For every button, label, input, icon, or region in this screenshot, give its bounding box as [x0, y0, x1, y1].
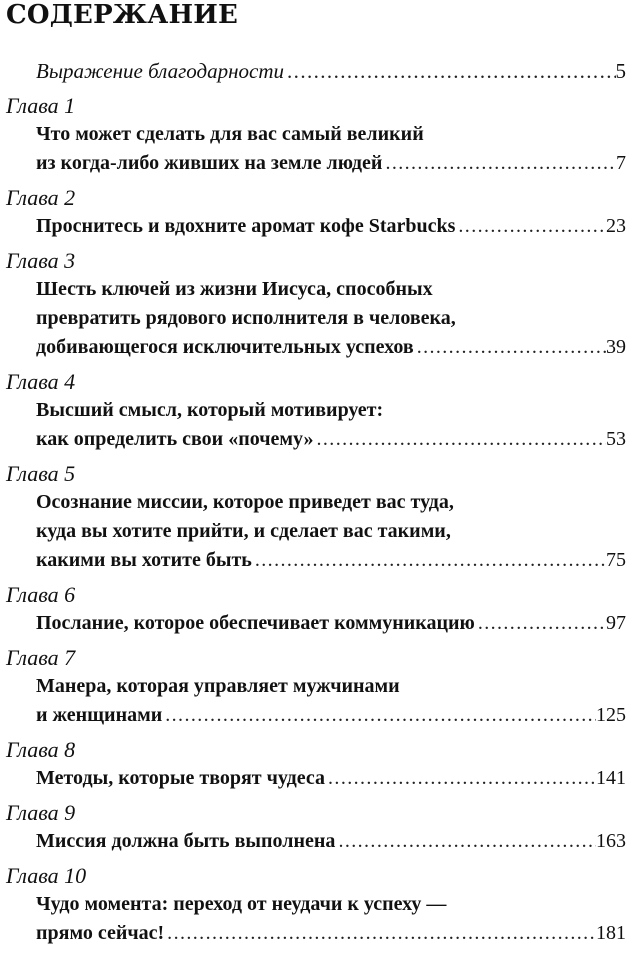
toc-entry-title: Выражение благодарности	[36, 59, 285, 83]
chapter-title-line: Что может сделать для вас самый великий	[36, 123, 424, 145]
chapter-label: Глава 3	[6, 248, 76, 273]
chapter-label: Глава 9	[6, 800, 76, 825]
toc-entry-chapter-7[interactable]	[0, 643, 632, 730]
chapter-title-line: Методы, которые творят чудеса	[36, 767, 326, 789]
chapter-label: Глава 5	[6, 461, 76, 486]
page-number: 23	[606, 215, 626, 237]
chapter-title-line: Осознание миссии, которое приведет вас туда,	[36, 491, 454, 513]
page-title: СОДЕРЖАНИЕ	[6, 0, 239, 30]
toc-entry-chapter-10[interactable]	[0, 861, 632, 948]
toc-line	[0, 609, 632, 638]
toc-entry-chapter-2[interactable]	[0, 183, 632, 241]
chapter-title-line: как определить свои «почему»	[36, 428, 314, 450]
page-number: 181	[596, 922, 626, 944]
chapter-title-line: Послание, которое обеспечивает коммуникацию	[36, 612, 475, 634]
chapter-label: Глава 1	[6, 93, 76, 118]
toc-line	[0, 333, 632, 362]
table-of-contents	[0, 57, 632, 953]
chapter-title-line: Миссия должна быть выполнена	[36, 830, 336, 852]
toc-line	[0, 672, 632, 701]
page-number: 39	[606, 336, 626, 358]
toc-line	[0, 919, 632, 948]
toc-entry-chapter-9[interactable]	[0, 798, 632, 856]
chapter-label: Глава 10	[6, 863, 87, 888]
toc-entry-chapter-1[interactable]	[0, 91, 632, 178]
toc-entry-chapter-8[interactable]	[0, 735, 632, 793]
chapter-label: Глава 2	[6, 185, 76, 210]
chapter-title-line: Шесть ключей из жизни Иисуса, способных	[36, 278, 433, 300]
page-number: 75	[606, 549, 626, 571]
page-number: 141	[596, 767, 626, 789]
chapter-title-line: из когда-либо живших на земле людей	[36, 152, 383, 174]
toc-line	[0, 546, 632, 575]
toc-line	[0, 149, 632, 178]
dot-leader	[162, 701, 596, 730]
toc-line	[0, 304, 632, 333]
toc-line	[0, 212, 632, 241]
chapter-title-line: куда вы хотите прийти, и сделает вас такими,	[36, 520, 451, 542]
page-number: 97	[606, 612, 626, 634]
toc-entry-chapter-6[interactable]	[0, 580, 632, 638]
chapter-title-line: и женщинами	[36, 704, 163, 726]
dot-leader	[335, 827, 596, 856]
page-number: 53	[606, 428, 626, 450]
dot-leader	[325, 764, 596, 793]
toc-entry-chapter-4[interactable]	[0, 367, 632, 454]
toc-line	[0, 701, 632, 730]
toc-line	[0, 120, 632, 149]
chapter-title-line: какими вы хотите быть	[36, 549, 252, 571]
dot-leader	[455, 212, 606, 241]
toc-entry-chapter-5[interactable]	[0, 459, 632, 575]
toc-line	[0, 827, 632, 856]
chapter-label: Глава 4	[6, 369, 76, 394]
chapter-title-line: Проснитесь и вдохните аромат кофе Starbucks	[36, 215, 456, 237]
toc-entry-chapter-3[interactable]	[0, 246, 632, 362]
toc-line	[0, 275, 632, 304]
page-number: 125	[596, 704, 626, 726]
toc-line	[0, 425, 632, 454]
dot-leader	[414, 333, 606, 362]
dot-leader	[252, 546, 606, 575]
chapter-title-line: добивающегося исключительных успехов	[36, 336, 414, 358]
page-number: 5	[615, 59, 626, 83]
page-number: 7	[616, 152, 626, 174]
chapter-label: Глава 6	[6, 582, 76, 607]
chapter-title-line: превратить рядового исполнителя в человека,	[36, 307, 456, 329]
toc-line	[0, 890, 632, 919]
chapter-title-line: Высший смысл, который мотивирует:	[36, 399, 384, 421]
chapter-title-line: Чудо момента: переход от неудачи к успеху —	[36, 893, 447, 915]
toc-line	[0, 396, 632, 425]
dot-leader	[284, 57, 615, 86]
chapter-title-line: прямо сейчас!	[36, 922, 165, 944]
toc-line	[0, 764, 632, 793]
dot-leader	[475, 609, 606, 638]
dot-leader	[164, 919, 596, 948]
dot-leader	[382, 149, 616, 178]
chapter-title-line: Манера, которая управляет мужчинами	[36, 675, 400, 697]
chapter-label: Глава 7	[6, 645, 76, 670]
page-number: 163	[596, 830, 626, 852]
dot-leader	[314, 425, 607, 454]
chapter-label: Глава 8	[6, 737, 76, 762]
toc-line	[0, 57, 632, 86]
toc-line	[0, 517, 632, 546]
toc-entry-acknowledgements[interactable]	[0, 57, 632, 86]
toc-line	[0, 488, 632, 517]
